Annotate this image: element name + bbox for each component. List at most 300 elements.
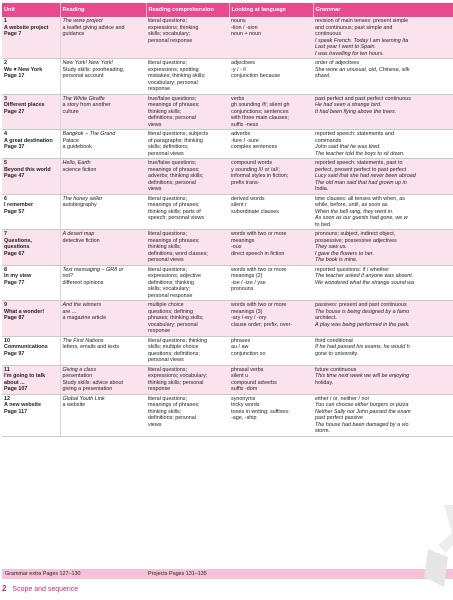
cell-comprehension (146, 59, 229, 95)
unit-page: Page 67 (4, 250, 25, 257)
cell-line: phrases; thinking skills; (148, 315, 204, 321)
cell-line: tones in writing; suffixes: (231, 408, 290, 415)
cell-grammar (313, 265, 453, 301)
table-header-row (2, 3, 453, 17)
unit-number: 5 (4, 160, 7, 166)
cell-line: a story from another (62, 102, 111, 108)
cell-line: and continuous; past simple and (315, 24, 393, 31)
unit-number: 8 (4, 266, 7, 273)
cell-reading (60, 301, 146, 337)
cell-line: compound words (231, 160, 273, 166)
cell-line: expressions; spotting (148, 66, 199, 73)
cell-line: definitions; personal (148, 415, 196, 421)
cell-reading (60, 365, 146, 394)
cell-line: of paragraphs; thinking (148, 137, 203, 144)
cell-unit (2, 265, 60, 301)
table-row (2, 17, 453, 59)
watermark-mark (424, 505, 453, 587)
cell-line: adjectives (231, 60, 255, 66)
unit-title: In my view (4, 273, 32, 279)
cell-line: conjunctions; sentences (231, 108, 289, 115)
cell-line: definitions; thinking (148, 279, 194, 286)
cell-line: I speak French. Today I am learning Ita (315, 37, 409, 44)
cell-grammar (313, 394, 453, 436)
cell-line: thinking skills; (148, 244, 182, 250)
cell-unit (2, 301, 60, 337)
cell-line: New York! New York! (62, 60, 113, 66)
unit-title: A website project (4, 24, 49, 31)
header-looking-at-language: Looking at language (229, 3, 313, 17)
unit-page: Page 107 (4, 386, 28, 392)
cell-line: verbs (231, 95, 245, 102)
cell-line: The White Giraffe (62, 95, 105, 102)
cell-line: shawl. (315, 73, 331, 79)
cell-line: science fiction (62, 166, 97, 173)
unit-number: 10 (4, 337, 10, 344)
cell-line: complex sentences (231, 144, 278, 150)
cell-line: guidance (62, 31, 85, 37)
cell-comprehension (146, 365, 229, 394)
cell-line: He had seen a strange bird. (315, 102, 382, 108)
cell-line: Study skills: advice about (62, 379, 124, 386)
page-footer (2, 584, 78, 593)
cell-line: She wore an unusual, old, Chinese, silk (315, 66, 410, 73)
cell-line: The honey seller (62, 195, 103, 202)
cell-line: You can choose either burgers or pizza (315, 402, 409, 408)
cell-grammar (313, 59, 453, 95)
cell-reading (60, 394, 146, 436)
unit-page: Page 97 (4, 350, 25, 357)
cell-line: mistakes; thinking skills; (148, 73, 206, 79)
scope-sequence-table (2, 3, 453, 437)
cell-comprehension (146, 194, 229, 230)
cell-line: Study skills: proofreading, (62, 66, 125, 73)
cell-line: As soon as our guests had gone, we w (315, 215, 408, 221)
cell-line: continuous (315, 31, 342, 37)
cell-unit (2, 59, 60, 95)
cell-line: phrases (231, 337, 251, 344)
unit-title: Communications (4, 344, 48, 350)
cell-line: literal questions; (148, 231, 187, 237)
cell-line: not? (62, 273, 73, 279)
cell-line: architect. (315, 315, 337, 321)
unit-number: 12 (4, 395, 10, 402)
cell-line: Global Youth Link (62, 395, 105, 402)
cell-line: meanings (3) (231, 308, 263, 315)
cell-line: expressions; thinking (148, 24, 199, 31)
cell-line: definitions; personal (148, 179, 196, 186)
cell-line: literal questions; subjects (148, 131, 209, 137)
cell-line: holiday. (315, 379, 334, 386)
unit-title: A new website (4, 402, 41, 408)
cell-line: -y / - il (231, 66, 246, 73)
cell-grammar (313, 365, 453, 394)
cell-grammar (313, 301, 453, 337)
cell-language (229, 230, 313, 266)
cell-line: -tion / -sion (231, 24, 258, 31)
table-row (2, 130, 453, 159)
cell-line: questions; definitions; (148, 350, 200, 357)
cell-comprehension (146, 159, 229, 195)
cell-line: literal questions; (148, 60, 187, 66)
cell-line: direct speech in fiction (231, 250, 285, 257)
cell-comprehension (146, 230, 229, 266)
cell-line: while, before, until, as soon as (315, 202, 388, 208)
cell-line: autobiography (62, 202, 97, 208)
cell-line: The house is being designed by a famo (315, 308, 410, 315)
cell-line: -ture / -sure (231, 137, 259, 144)
cell-line: gone to university. (315, 350, 359, 357)
cell-line: synonyms (231, 395, 256, 402)
cell-line: They saw us. (315, 244, 347, 250)
cell-line: skills; definitions; (148, 144, 189, 150)
cell-line: past perfect passive (315, 415, 363, 421)
table-row (2, 59, 453, 95)
cell-line: silent u (231, 373, 249, 379)
cell-reading (60, 230, 146, 266)
cell-line: thinking skills; parts of (148, 208, 201, 215)
cell-line: literal questions; (148, 266, 187, 273)
cell-line: conjunction so (231, 350, 266, 357)
cell-unit (2, 194, 60, 230)
unit-title: I'm going to talk about ... (4, 373, 46, 386)
cell-comprehension (146, 336, 229, 365)
cell-line: views (148, 421, 162, 428)
cell-line: Text messaging – GR8 or (62, 266, 124, 273)
cell-line: commands (315, 137, 342, 144)
cell-unit (2, 159, 60, 195)
cell-line: informal styles in fiction; (231, 173, 289, 179)
cell-grammar (313, 336, 453, 365)
cell-reading (60, 159, 146, 195)
unit-page: Page 57 (4, 208, 25, 215)
cell-line: a guidebook (62, 144, 92, 150)
cell-line: nouns (231, 18, 246, 24)
unit-page: Page 37 (4, 144, 25, 150)
cell-line: expressions; adjective (148, 273, 202, 279)
cell-language (229, 365, 313, 394)
page-number: 2 (2, 584, 7, 593)
cell-line: personal response (148, 292, 193, 299)
header-grammar: Grammar (313, 3, 453, 17)
cell-line: The teacher told the boys to sit down. (315, 150, 405, 157)
cell-grammar (313, 230, 453, 266)
table-row (2, 301, 453, 337)
table-row (2, 94, 453, 130)
unit-page: Page 7 (4, 31, 22, 37)
cell-line: personal views (148, 150, 184, 157)
cell-line: Lucy said that she had never been abroad (315, 173, 416, 179)
cell-line: adverbs (231, 131, 251, 137)
cell-line: time clauses: all tenses with when, as (315, 195, 405, 202)
cell-line: words with two or more (231, 231, 287, 237)
cell-line: literal questions; (148, 366, 187, 373)
cell-line: letters, emails and texts (62, 344, 120, 350)
cell-line: skills; multiple choice (148, 344, 199, 350)
cell-line: subordinate clauses (231, 208, 279, 215)
unit-page: Page 77 (4, 279, 25, 286)
cell-line: When the bell rang, they went in. (315, 208, 394, 215)
cell-line: meanings of phrases; (148, 166, 200, 173)
cell-line: are ... (62, 308, 77, 315)
cell-line: The teacher asked if anyone was absent. (315, 273, 414, 279)
cell-line: phrasal verbs (231, 366, 264, 373)
extras-footer-row (2, 569, 453, 579)
cell-unit (2, 365, 60, 394)
cell-line: clause order; prefix, over- (231, 321, 293, 328)
cell-line: literal questions; (148, 395, 187, 402)
cell-line: suffix -dom (231, 386, 258, 392)
cell-line: storm. (315, 428, 330, 434)
cell-comprehension (146, 265, 229, 301)
cell-line: words with two or more (231, 266, 287, 273)
cell-line: Giving a class (62, 366, 97, 373)
cell-line: revision of main tenses: present simple (315, 18, 409, 24)
cell-grammar (313, 94, 453, 130)
cell-line: response (148, 328, 171, 334)
cell-line: I was travelling for ten hours. (315, 50, 384, 57)
cell-line: The old man said that had grown up in (315, 179, 407, 186)
table-row (2, 230, 453, 266)
cell-comprehension (146, 17, 229, 59)
cell-line: tricky words (231, 402, 260, 408)
cell-line: prefix trans- (231, 179, 260, 186)
cell-line: The book is mine. (315, 257, 358, 263)
cell-line: a website (62, 402, 86, 408)
cell-grammar (313, 194, 453, 230)
cell-line: culture (62, 108, 79, 115)
cell-line: different opinions (62, 279, 104, 286)
cell-line: views (148, 121, 162, 128)
cell-comprehension (146, 301, 229, 337)
unit-title: We ♥ New York (4, 66, 43, 73)
cell-line: multiple choice (148, 302, 184, 308)
cell-line: This time next week we will be enjoying (315, 373, 410, 379)
cell-language (229, 17, 313, 59)
cell-line: true/false questions; (148, 95, 197, 102)
unit-page: Page 87 (4, 315, 25, 321)
cell-comprehension (146, 130, 229, 159)
unit-title: I remember (4, 202, 34, 208)
cell-unit (2, 94, 60, 130)
unit-title: A great destination (4, 137, 53, 144)
cell-line: with three main clauses; (231, 115, 289, 121)
cell-line: Hello, Earth (62, 160, 91, 166)
unit-page: Page 17 (4, 73, 25, 79)
unit-title: Beyond this world (4, 166, 51, 173)
cell-unit (2, 17, 60, 59)
cell-language (229, 301, 313, 337)
cell-line: future continuous (315, 366, 357, 373)
cell-reading (60, 265, 146, 301)
cell-line: -ise / -ize / yse (231, 279, 266, 286)
cell-line: literal questions; (148, 18, 187, 24)
cell-line: personal views (148, 357, 184, 363)
cell-line: compound adverbs (231, 379, 277, 386)
cell-language (229, 94, 313, 130)
table-row (2, 365, 453, 394)
unit-title: Different places (4, 102, 45, 108)
cell-unit (2, 130, 60, 159)
cell-line: personal response (148, 37, 193, 44)
cell-line: either / or, neither / nor (315, 395, 370, 402)
cell-line: John said that he was tired. (315, 144, 381, 150)
cell-line: response (148, 386, 171, 392)
cell-reading (60, 130, 146, 159)
unit-number: 2 (4, 60, 7, 66)
cell-unit (2, 336, 60, 365)
cell-line: meanings of phrases; (148, 402, 200, 408)
unit-number: 1 (4, 18, 7, 24)
cell-line: I gave the flowers to her. (315, 250, 374, 257)
cell-line: passives: present and past continuous (315, 302, 407, 308)
cell-line: giving a presentation (62, 386, 113, 392)
cell-line: meanings (2) (231, 273, 263, 279)
cell-line: third conditional (315, 337, 353, 344)
cell-language (229, 159, 313, 195)
cell-line: derived words (231, 195, 265, 202)
cell-reading (60, 59, 146, 95)
cell-line: reported speech: statements and (315, 131, 394, 137)
table-body (2, 17, 453, 436)
cell-line: thinking skills; personal (148, 379, 204, 386)
cell-line: true/false questions; (148, 160, 197, 166)
cell-line: A desert map (62, 231, 95, 237)
cell-line: adverbs; thinking skills; (148, 173, 204, 179)
cell-line: thinking skills; (148, 108, 182, 115)
cell-line: skills; vocabulary; (148, 286, 191, 292)
cell-line: vocabulary; personal (148, 321, 198, 328)
cell-line: definitions; word classes; (148, 250, 208, 257)
cell-line: skills; vocabulary; (148, 31, 191, 37)
cell-line: Last year I went to Spain. (315, 44, 376, 50)
cell-line: Bangkok – The Grand (62, 131, 116, 137)
cell-line: perfect, present perfect to past perfect (315, 166, 407, 173)
cell-line: Neither Sally nor John passed the exam (315, 408, 411, 415)
cell-line: words with two or more (231, 302, 287, 308)
table-row (2, 336, 453, 365)
cell-line: It had been flying above the trees. (315, 108, 397, 115)
cell-unit (2, 230, 60, 266)
cell-line: meanings of phrases; (148, 102, 200, 108)
cell-unit (2, 394, 60, 436)
cell-line: conjunction because (231, 73, 281, 79)
cell-line: -ous (231, 244, 242, 250)
scope-and-sequence-table-area (2, 3, 453, 582)
cell-line: meanings of phrases; (148, 237, 200, 244)
cell-language (229, 130, 313, 159)
cell-line: reported speech: statements, past to (315, 160, 403, 166)
header-reading: Reading (60, 3, 146, 17)
cell-line: a magazine article (62, 315, 107, 321)
table-row (2, 194, 453, 230)
unit-title: Questions, questions (4, 237, 32, 250)
cell-grammar (313, 130, 453, 159)
cell-reading (60, 94, 146, 130)
cell-reading (60, 194, 146, 230)
cell-language (229, 265, 313, 301)
cell-language (229, 336, 313, 365)
cell-line: -ary /-ery / -ory (231, 315, 267, 321)
cell-grammar (313, 159, 453, 195)
cell-line: The First Nations (62, 337, 104, 344)
cell-comprehension (146, 394, 229, 436)
unit-number: 7 (4, 231, 7, 237)
cell-line: definitions; personal (148, 115, 196, 121)
cell-language (229, 194, 313, 230)
unit-number: 11 (4, 366, 10, 373)
cell-line: The www project (62, 18, 103, 24)
unit-number: 4 (4, 131, 7, 137)
cell-line: a leaflet giving advice and (62, 24, 125, 31)
cell-line: personal views (148, 257, 184, 263)
cell-line: au / aw (231, 344, 249, 350)
cell-line: questions; defining (148, 308, 193, 315)
cell-line: vocabulary; personal (148, 79, 198, 86)
cell-line: past perfect and past perfect continuous (315, 95, 411, 102)
cell-line: presentation (62, 373, 93, 379)
cell-line: y sounding /I/ or /aI/; (231, 166, 280, 173)
cell-line: suffix -ness (231, 121, 259, 128)
cell-reading (60, 17, 146, 59)
cell-line: -age, -ship (231, 415, 257, 421)
cell-line: And the winners (62, 302, 102, 308)
cell-line: speech; personal views (148, 215, 205, 221)
header-unit: Unit (2, 3, 60, 17)
cell-line: response (148, 86, 171, 92)
table-row (2, 394, 453, 436)
cell-line: to bed. (315, 221, 332, 228)
cell-line: pronouns: subject, indirect object, (315, 231, 396, 237)
header-reading-comprehension: Reading comprehension (146, 3, 229, 17)
cell-line: meanings of phrases; (148, 202, 200, 208)
cell-line: The house had been damaged by a vio (315, 421, 409, 428)
cell-line: Palace (62, 137, 79, 144)
unit-page: Page 27 (4, 108, 25, 115)
cell-line: views (148, 186, 162, 192)
unit-number: 9 (4, 302, 7, 308)
grammar-extra-pages: Grammar extra Pages 127–130 (5, 571, 81, 577)
unit-page: Page 47 (4, 173, 25, 179)
cell-line: gh sounding /f/; silent gh (231, 102, 290, 108)
unit-page: Page 117 (4, 408, 28, 415)
unit-number: 3 (4, 95, 7, 102)
cell-line: pronouns (231, 286, 254, 292)
cell-line: reported questions: if / whether (315, 266, 390, 273)
cell-line: literal questions; thinking (148, 337, 208, 344)
cell-line: thinking skills; (148, 408, 182, 415)
cell-line: order of adjectives (315, 60, 360, 66)
cell-reading (60, 336, 146, 365)
table-row (2, 265, 453, 301)
cell-line: detective fiction (62, 237, 100, 244)
cell-line: We wondered what the strange sound wa (315, 279, 415, 286)
cell-grammar (313, 17, 453, 59)
cell-line: If he had passed his exams, he would h (315, 344, 410, 350)
cell-language (229, 59, 313, 95)
cell-line: literal questions; (148, 195, 187, 202)
cell-line: A play was being performed in the park. (315, 321, 410, 328)
unit-title: What a wonder! (4, 308, 45, 315)
cell-language (229, 394, 313, 436)
unit-number: 6 (4, 195, 7, 202)
table-row (2, 159, 453, 195)
page-footer-label: Scope and sequence (12, 586, 79, 593)
projects-pages: Projects Pages 131–135 (148, 571, 207, 577)
cell-line: noun + noun (231, 31, 262, 37)
cell-line: possessive; possessive adjectives (315, 237, 397, 244)
cell-line: meanings (231, 237, 255, 244)
